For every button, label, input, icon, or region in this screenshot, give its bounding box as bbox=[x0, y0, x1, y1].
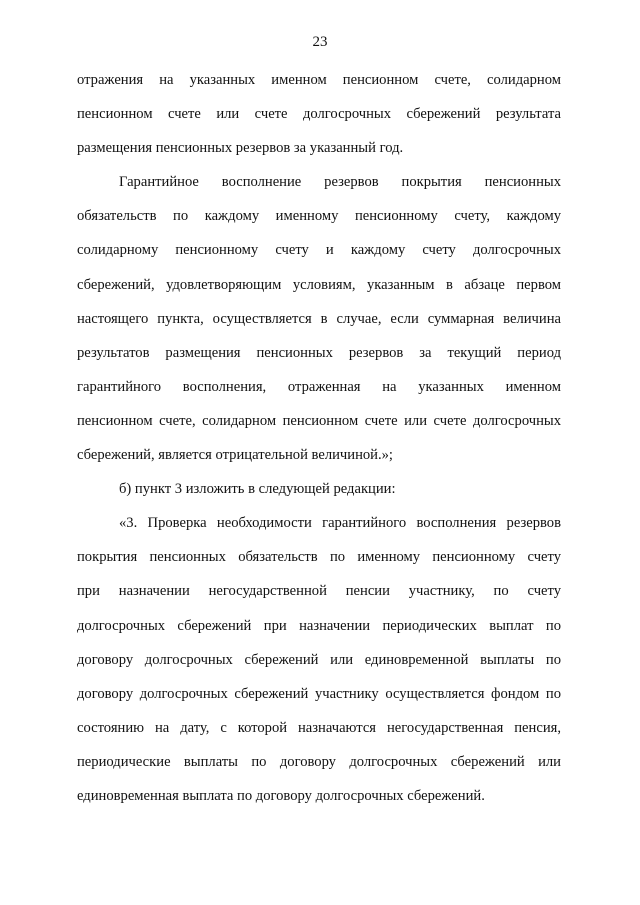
text-line: при назначении негосударственной пенсии участнику, по счету bbox=[77, 583, 561, 600]
text-line: единовременная выплата по договору долгосрочных сбережений. bbox=[77, 787, 485, 804]
text-line: состоянию на дату, с которой назначаются негосударственная пенсия, bbox=[77, 719, 561, 736]
page-number: 23 bbox=[312, 34, 328, 50]
text-line: долгосрочных сбережений при назначении периодических выплат по bbox=[77, 617, 561, 634]
text-line: солидарному пенсионному счету и каждому счету долгосрочных bbox=[77, 242, 561, 259]
text-line: результатов размещения пенсионных резервов за текущий период bbox=[77, 344, 561, 361]
text-line: договору долгосрочных сбережений участнику осуществляется фондом по bbox=[77, 685, 561, 702]
text-line: б) пункт 3 изложить в следующей редакции: bbox=[119, 481, 396, 498]
document-body bbox=[77, 68, 561, 818]
text-line: периодические выплаты по договору долгосрочных сбережений или bbox=[77, 753, 561, 770]
text-line: пенсионном счете или счете долгосрочных сбережений результата bbox=[77, 106, 561, 123]
text-line: отражения на указанных именном пенсионном счете, солидарном bbox=[77, 72, 561, 88]
text-line: сбережений, является отрицательной величиной.»; bbox=[77, 447, 393, 464]
text-line: размещения пенсионных резервов за указанный год. bbox=[77, 140, 404, 157]
text-line: договору долгосрочных сбережений или единовременной выплаты по bbox=[77, 651, 561, 668]
text-line: покрытия пенсионных обязательств по именному пенсионному счету bbox=[77, 549, 561, 566]
text-line: пенсионном счете, солидарном пенсионном счете или счете долгосрочных bbox=[77, 412, 561, 429]
text-line: гарантийного восполнения, отраженная на указанных именном bbox=[77, 378, 561, 395]
text-line: настоящего пункта, осуществляется в случае, если суммарная величина bbox=[77, 310, 561, 327]
text-line: сбережений, удовлетворяющим условиям, указанным в абзаце первом bbox=[77, 276, 561, 293]
text-line: Гарантийное восполнение резервов покрытия пенсионных bbox=[119, 174, 561, 191]
text-line: «3. Проверка необходимости гарантийного восполнения резервов bbox=[119, 515, 561, 532]
text-line: обязательств по каждому именному пенсионному счету, каждому bbox=[77, 208, 561, 225]
